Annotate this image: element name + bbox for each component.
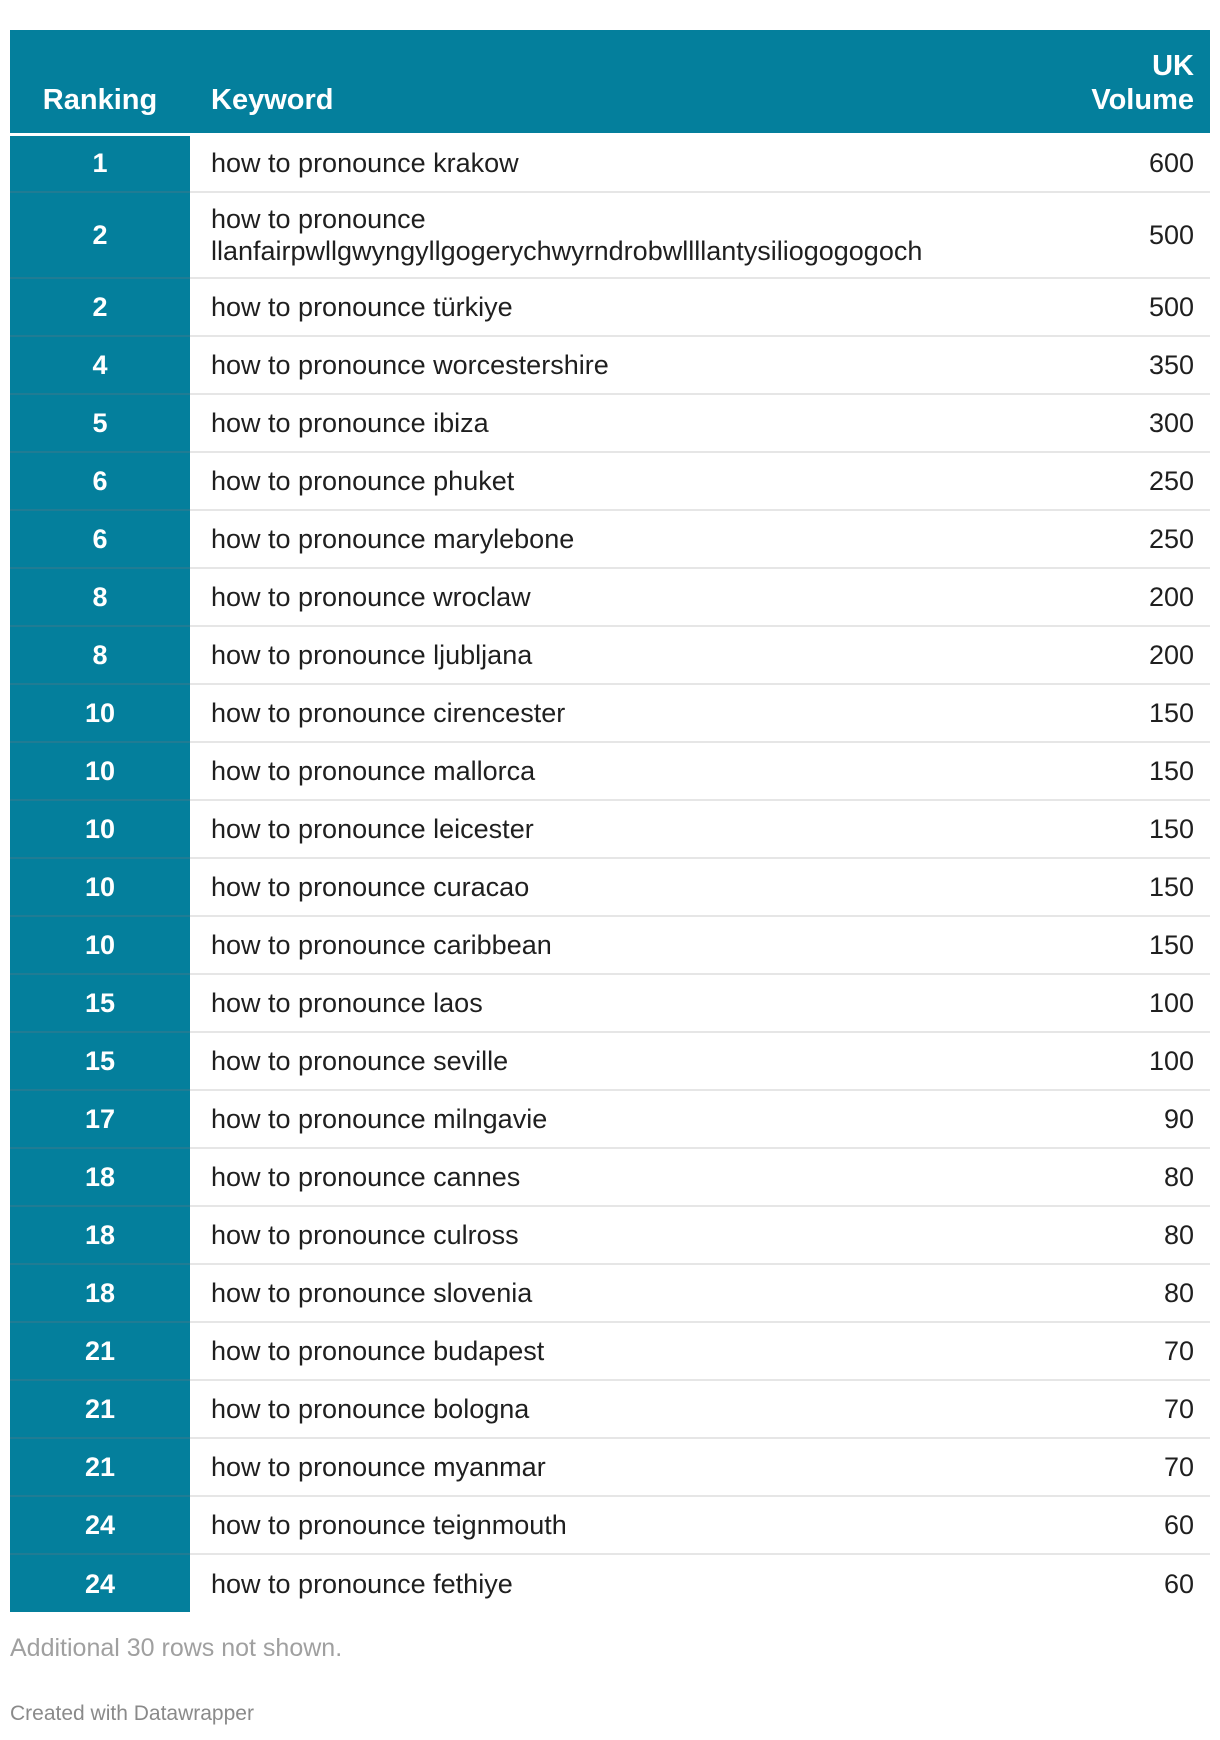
table-row [10,916,1210,974]
table-row [10,1438,1210,1496]
table-row [10,1322,1210,1380]
table-row [10,742,1210,800]
table-row [10,134,1210,192]
rows-not-shown-note: Additional 30 rows not shown. [10,1634,343,1662]
keyword-cell: how to pronounce teignmouth [190,1496,1050,1554]
ranking-cell: 10 [10,916,190,974]
ranking-cell: 1 [10,134,190,192]
header-uk-volume-label: UK Volume [1091,49,1194,116]
header-ranking[interactable]: Ranking [10,30,190,134]
keyword-cell: how to pronounce seville [190,1032,1050,1090]
ranking-cell: 18 [10,1264,190,1322]
table-row [10,394,1210,452]
uk-volume-cell: 80 [1050,1206,1210,1264]
uk-volume-cell: 60 [1050,1496,1210,1554]
uk-volume-cell: 150 [1050,742,1210,800]
ranking-cell: 17 [10,1090,190,1148]
table-row [10,1496,1210,1554]
keyword-cell: how to pronounce culross [190,1206,1050,1264]
keyword-cell: how to pronounce cannes [190,1148,1050,1206]
keyword-cell: how to pronounce budapest [190,1322,1050,1380]
keyword-cell: how to pronounce slovenia [190,1264,1050,1322]
uk-volume-cell: 350 [1050,336,1210,394]
uk-volume-cell: 80 [1050,1148,1210,1206]
data-table [10,30,1210,1612]
keyword-cell: how to pronounce llanfairpwllgwyngyllgogerychwyrndrobwllllantysiliogogogoch [190,192,1050,278]
uk-volume-cell: 150 [1050,858,1210,916]
ranking-cell: 18 [10,1206,190,1264]
ranking-cell: 6 [10,510,190,568]
uk-volume-cell: 90 [1050,1090,1210,1148]
ranking-cell: 21 [10,1380,190,1438]
uk-volume-cell: 600 [1050,134,1210,192]
uk-volume-cell: 500 [1050,192,1210,278]
uk-volume-cell: 150 [1050,684,1210,742]
keyword-cell: how to pronounce phuket [190,452,1050,510]
table-row [10,1206,1210,1264]
table-row [10,1032,1210,1090]
keyword-cell: how to pronounce curacao [190,858,1050,916]
ranking-cell: 21 [10,1438,190,1496]
ranking-cell: 24 [10,1496,190,1554]
uk-volume-cell: 100 [1050,1032,1210,1090]
table-row [10,1554,1210,1612]
uk-volume-cell: 300 [1050,394,1210,452]
keyword-cell: how to pronounce türkiye [190,278,1050,336]
table-row [10,192,1210,278]
keyword-cell: how to pronounce cirencester [190,684,1050,742]
table-row [10,800,1210,858]
keyword-cell: how to pronounce wroclaw [190,568,1050,626]
keyword-cell: how to pronounce laos [190,974,1050,1032]
ranking-cell: 10 [10,742,190,800]
ranking-cell: 10 [10,800,190,858]
table-row [10,510,1210,568]
ranking-cell: 2 [10,192,190,278]
table-row [10,568,1210,626]
header-uk-volume[interactable] [1050,30,1210,134]
ranking-cell: 2 [10,278,190,336]
keyword-cell: how to pronounce ibiza [190,394,1050,452]
keyword-cell: how to pronounce marylebone [190,510,1050,568]
uk-volume-cell: 70 [1050,1380,1210,1438]
ranking-cell: 10 [10,684,190,742]
keyword-cell: how to pronounce leicester [190,800,1050,858]
ranking-cell: 5 [10,394,190,452]
ranking-cell: 6 [10,452,190,510]
uk-volume-cell: 80 [1050,1264,1210,1322]
table-body [10,134,1210,1612]
keyword-cell: how to pronounce ljubljana [190,626,1050,684]
keyword-cell: how to pronounce bologna [190,1380,1050,1438]
table-row [10,1090,1210,1148]
ranking-cell: 15 [10,974,190,1032]
table-row [10,858,1210,916]
ranking-cell: 8 [10,626,190,684]
table-row [10,452,1210,510]
table-row [10,336,1210,394]
uk-volume-cell: 200 [1050,568,1210,626]
datawrapper-credit: Created with Datawrapper [10,1702,254,1725]
uk-volume-cell: 200 [1050,626,1210,684]
keyword-cell: how to pronounce fethiye [211,1568,513,1599]
table-row [10,278,1210,336]
keyword-cell: how to pronounce milngavie [190,1090,1050,1148]
ranking-cell: 18 [10,1148,190,1206]
keyword-cell: how to pronounce caribbean [190,916,1050,974]
ranking-cell: 21 [10,1322,190,1380]
keyword-cell: how to pronounce myanmar [190,1438,1050,1496]
header-row [10,30,1210,134]
ranking-cell: 4 [10,336,190,394]
uk-volume-cell: 100 [1050,974,1210,1032]
uk-volume-cell: 70 [1050,1438,1210,1496]
table-row [10,626,1210,684]
table-row [10,1380,1210,1438]
uk-volume-cell: 150 [1050,800,1210,858]
ranking-cell: 15 [10,1032,190,1090]
table-row [10,684,1210,742]
keyword-cell: how to pronounce krakow [190,134,1050,192]
table-row [10,974,1210,1032]
ranking-cell: 10 [10,858,190,916]
table-row [10,1148,1210,1206]
ranking-cell: 24 [10,1554,190,1612]
uk-volume-cell: 250 [1050,452,1210,510]
keyword-cell: how to pronounce worcestershire [190,336,1050,394]
table-row [10,1264,1210,1322]
keyword-cell: how to pronounce mallorca [190,742,1050,800]
header-keyword[interactable]: Keyword [190,30,1050,134]
uk-volume-cell: 150 [1050,916,1210,974]
uk-volume-cell: 500 [1050,278,1210,336]
uk-volume-cell: 250 [1050,510,1210,568]
keyword-ranking-table [10,30,1210,1612]
ranking-cell: 8 [10,568,190,626]
uk-volume-cell: 60 [1163,1568,1194,1599]
uk-volume-cell: 70 [1050,1322,1210,1380]
